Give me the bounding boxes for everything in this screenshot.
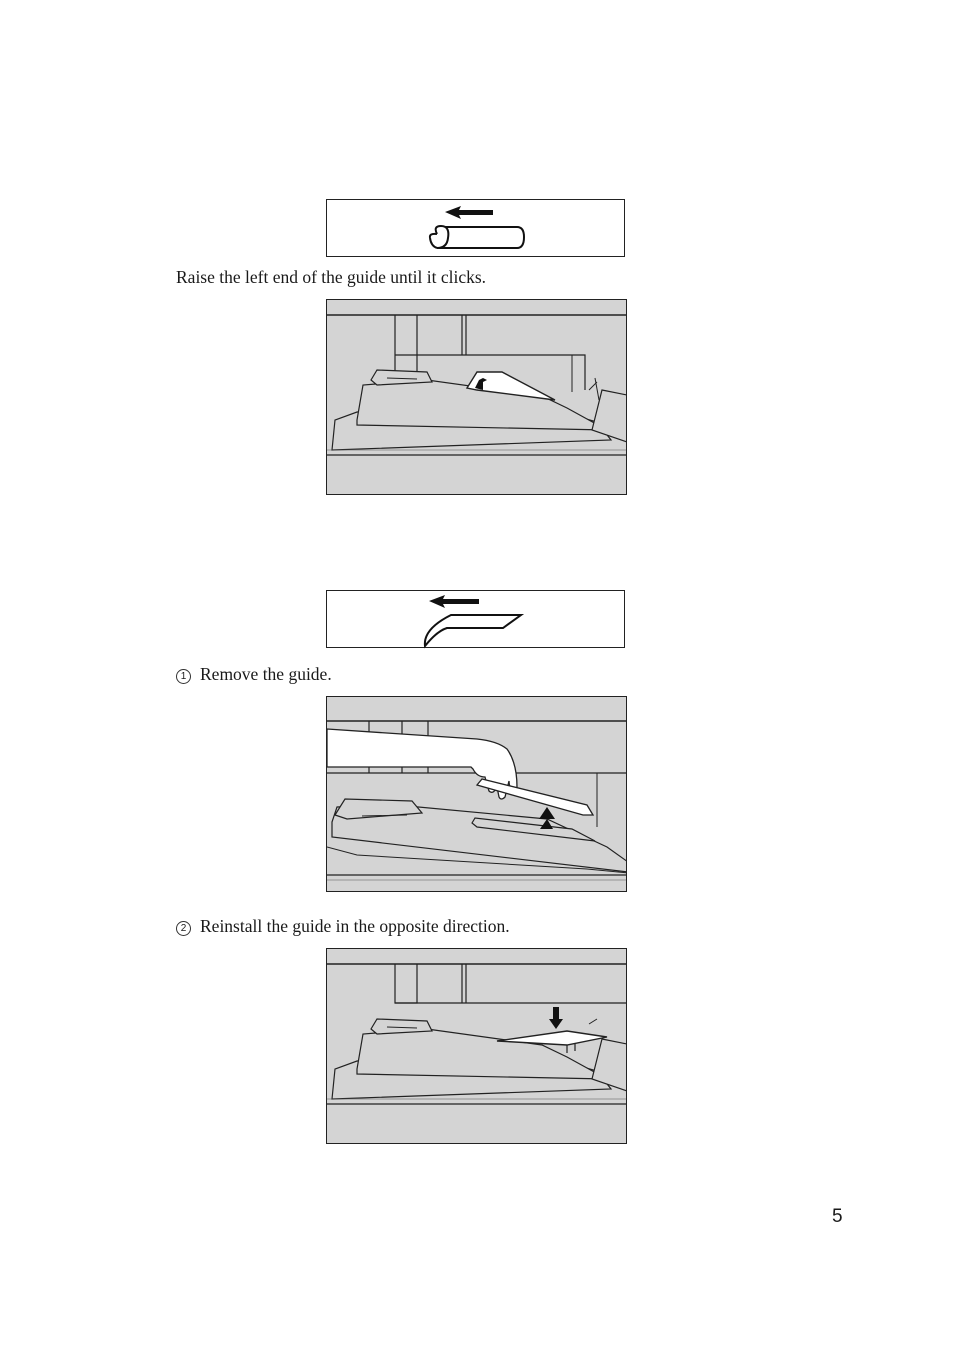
illustration-raise-guide xyxy=(326,299,627,495)
illustration-remove-guide xyxy=(326,696,627,892)
instruction-raise-guide: Raise the left end of the guide until it clicks. xyxy=(176,267,487,287)
page-number: 5 xyxy=(832,1206,843,1227)
flat-paper-left-arrow-icon xyxy=(327,591,626,649)
step-number-2: 2 xyxy=(176,921,191,936)
instruction-remove-guide-text: Remove the guide. xyxy=(200,664,332,684)
illustration-reinstall-guide xyxy=(326,948,627,1144)
curled-paper-left-arrow-icon xyxy=(327,200,626,258)
step-number-1: 1 xyxy=(176,669,191,684)
instruction-reinstall-guide-text: Reinstall the guide in the opposite direction. xyxy=(200,916,510,936)
paper-orientation-icon-box-1 xyxy=(326,199,625,257)
paper-orientation-icon-box-2 xyxy=(326,590,625,648)
instruction-remove-guide xyxy=(176,664,332,684)
instruction-reinstall-guide xyxy=(176,916,510,936)
